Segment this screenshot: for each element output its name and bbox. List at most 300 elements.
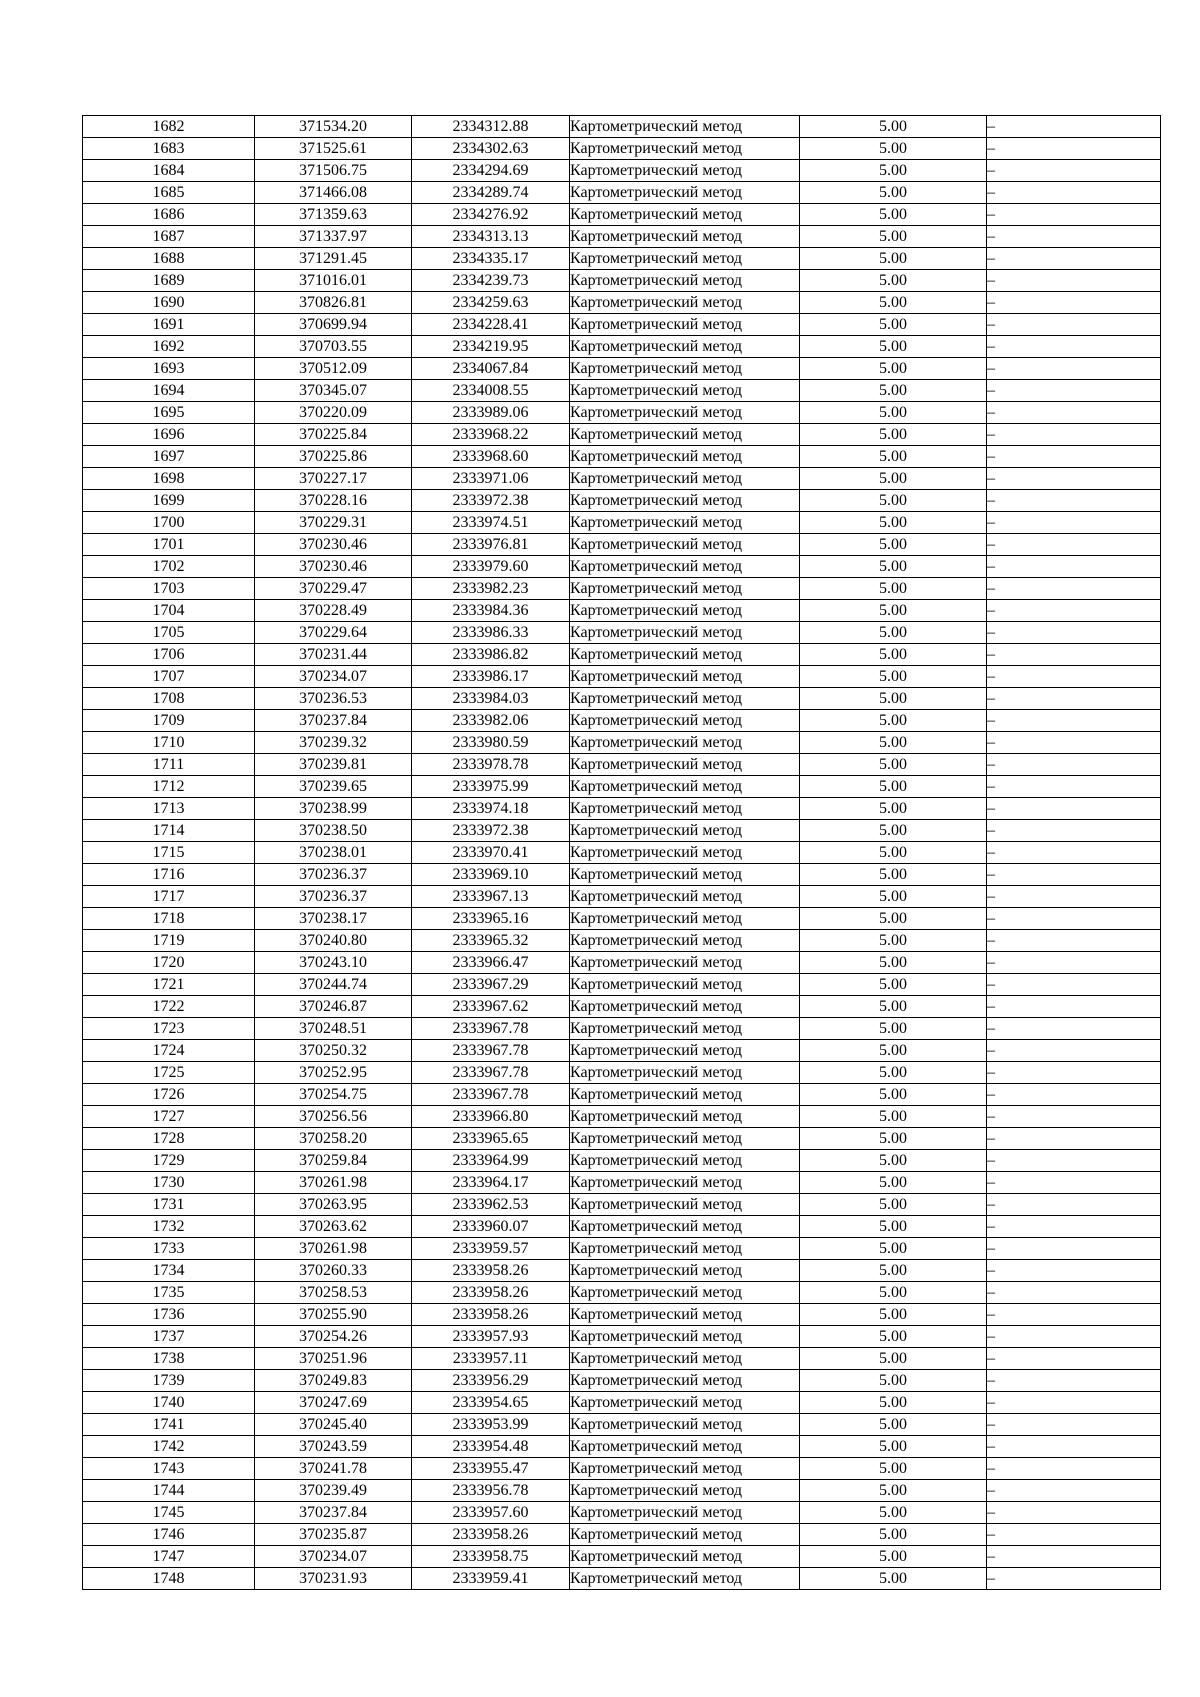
note-cell: – <box>987 1370 1161 1392</box>
y-coordinate-cell: 2333956.78 <box>412 1480 570 1502</box>
y-coordinate-cell: 2334239.73 <box>412 270 570 292</box>
table-row <box>83 336 1161 358</box>
y-coordinate-cell: 2334302.63 <box>412 138 570 160</box>
note-cell: – <box>987 1304 1161 1326</box>
method-cell: Картометрический метод <box>570 248 800 270</box>
y-coordinate-cell: 2333967.29 <box>412 974 570 996</box>
y-coordinate-cell: 2333964.99 <box>412 1150 570 1172</box>
accuracy-cell: 5.00 <box>800 688 987 710</box>
y-coordinate-cell: 2333959.41 <box>412 1568 570 1590</box>
note-cell: – <box>987 974 1161 996</box>
point-number-cell: 1699 <box>83 490 255 512</box>
y-coordinate-cell: 2333958.26 <box>412 1524 570 1546</box>
method-cell: Картометрический метод <box>570 182 800 204</box>
table-row <box>83 490 1161 512</box>
point-number-cell: 1730 <box>83 1172 255 1194</box>
accuracy-cell: 5.00 <box>800 996 987 1018</box>
point-number-cell: 1748 <box>83 1568 255 1590</box>
note-cell: – <box>987 1458 1161 1480</box>
method-cell: Картометрический метод <box>570 314 800 336</box>
note-cell: – <box>987 600 1161 622</box>
accuracy-cell: 5.00 <box>800 732 987 754</box>
point-number-cell: 1692 <box>83 336 255 358</box>
x-coordinate-cell: 370250.32 <box>255 1040 412 1062</box>
note-cell: – <box>987 116 1161 138</box>
point-number-cell: 1697 <box>83 446 255 468</box>
accuracy-cell: 5.00 <box>800 1018 987 1040</box>
x-coordinate-cell: 370238.01 <box>255 842 412 864</box>
y-coordinate-cell: 2334219.95 <box>412 336 570 358</box>
method-cell: Картометрический метод <box>570 864 800 886</box>
accuracy-cell: 5.00 <box>800 1194 987 1216</box>
note-cell: – <box>987 402 1161 424</box>
y-coordinate-cell: 2333954.48 <box>412 1436 570 1458</box>
note-cell: – <box>987 996 1161 1018</box>
note-cell: – <box>987 820 1161 842</box>
y-coordinate-cell: 2333982.23 <box>412 578 570 600</box>
table-row <box>83 644 1161 666</box>
table-row <box>83 886 1161 908</box>
table-row <box>83 974 1161 996</box>
note-cell: – <box>987 1348 1161 1370</box>
accuracy-cell: 5.00 <box>800 160 987 182</box>
note-cell: – <box>987 534 1161 556</box>
note-cell: – <box>987 1414 1161 1436</box>
y-coordinate-cell: 2333974.51 <box>412 512 570 534</box>
accuracy-cell: 5.00 <box>800 710 987 732</box>
x-coordinate-cell: 370239.81 <box>255 754 412 776</box>
y-coordinate-cell: 2333962.53 <box>412 1194 570 1216</box>
note-cell: – <box>987 776 1161 798</box>
method-cell: Картометрический метод <box>570 380 800 402</box>
accuracy-cell: 5.00 <box>800 1216 987 1238</box>
x-coordinate-cell: 370252.95 <box>255 1062 412 1084</box>
method-cell: Картометрический метод <box>570 732 800 754</box>
table-row <box>83 1524 1161 1546</box>
table-row <box>83 138 1161 160</box>
y-coordinate-cell: 2334312.88 <box>412 116 570 138</box>
accuracy-cell: 5.00 <box>800 1370 987 1392</box>
method-cell: Картометрический метод <box>570 226 800 248</box>
note-cell: – <box>987 424 1161 446</box>
note-cell: – <box>987 1106 1161 1128</box>
x-coordinate-cell: 370239.65 <box>255 776 412 798</box>
accuracy-cell: 5.00 <box>800 1150 987 1172</box>
accuracy-cell: 5.00 <box>800 314 987 336</box>
x-coordinate-cell: 370247.69 <box>255 1392 412 1414</box>
method-cell: Картометрический метод <box>570 402 800 424</box>
y-coordinate-cell: 2333970.41 <box>412 842 570 864</box>
note-cell: – <box>987 248 1161 270</box>
method-cell: Картометрический метод <box>570 1216 800 1238</box>
accuracy-cell: 5.00 <box>800 1458 987 1480</box>
accuracy-cell: 5.00 <box>800 1084 987 1106</box>
accuracy-cell: 5.00 <box>800 930 987 952</box>
table-row <box>83 1172 1161 1194</box>
method-cell: Картометрический метод <box>570 930 800 952</box>
point-number-cell: 1724 <box>83 1040 255 1062</box>
method-cell: Картометрический метод <box>570 1370 800 1392</box>
note-cell: – <box>987 930 1161 952</box>
table-row <box>83 1084 1161 1106</box>
table-row <box>83 380 1161 402</box>
note-cell: – <box>987 1172 1161 1194</box>
table-row <box>83 1458 1161 1480</box>
method-cell: Картометрический метод <box>570 1392 800 1414</box>
method-cell: Картометрический метод <box>570 1524 800 1546</box>
method-cell: Картометрический метод <box>570 688 800 710</box>
method-cell: Картометрический метод <box>570 842 800 864</box>
accuracy-cell: 5.00 <box>800 864 987 886</box>
note-cell: – <box>987 1194 1161 1216</box>
table-row <box>83 226 1161 248</box>
method-cell: Картометрический метод <box>570 270 800 292</box>
point-number-cell: 1704 <box>83 600 255 622</box>
method-cell: Картометрический метод <box>570 710 800 732</box>
x-coordinate-cell: 370258.20 <box>255 1128 412 1150</box>
x-coordinate-cell: 370255.90 <box>255 1304 412 1326</box>
y-coordinate-cell: 2334008.55 <box>412 380 570 402</box>
accuracy-cell: 5.00 <box>800 1502 987 1524</box>
y-coordinate-cell: 2334067.84 <box>412 358 570 380</box>
point-number-cell: 1728 <box>83 1128 255 1150</box>
method-cell: Картометрический метод <box>570 754 800 776</box>
table-row <box>83 446 1161 468</box>
accuracy-cell: 5.00 <box>800 358 987 380</box>
y-coordinate-cell: 2333960.07 <box>412 1216 570 1238</box>
x-coordinate-cell: 370234.07 <box>255 1546 412 1568</box>
x-coordinate-cell: 370261.98 <box>255 1238 412 1260</box>
accuracy-cell: 5.00 <box>800 1568 987 1590</box>
note-cell: – <box>987 1018 1161 1040</box>
method-cell: Картометрический метод <box>570 446 800 468</box>
y-coordinate-cell: 2333955.47 <box>412 1458 570 1480</box>
accuracy-cell: 5.00 <box>800 292 987 314</box>
y-coordinate-cell: 2334259.63 <box>412 292 570 314</box>
table-row <box>83 864 1161 886</box>
method-cell: Картометрический метод <box>570 138 800 160</box>
table-row <box>83 1282 1161 1304</box>
x-coordinate-cell: 370230.46 <box>255 534 412 556</box>
method-cell: Картометрический метод <box>570 1304 800 1326</box>
accuracy-cell: 5.00 <box>800 116 987 138</box>
method-cell: Картометрический метод <box>570 1194 800 1216</box>
table-row <box>83 798 1161 820</box>
y-coordinate-cell: 2333959.57 <box>412 1238 570 1260</box>
method-cell: Картометрический метод <box>570 952 800 974</box>
point-number-cell: 1713 <box>83 798 255 820</box>
accuracy-cell: 5.00 <box>800 952 987 974</box>
method-cell: Картометрический метод <box>570 578 800 600</box>
accuracy-cell: 5.00 <box>800 512 987 534</box>
y-coordinate-cell: 2334228.41 <box>412 314 570 336</box>
table-row <box>83 534 1161 556</box>
x-coordinate-cell: 370259.84 <box>255 1150 412 1172</box>
accuracy-cell: 5.00 <box>800 1392 987 1414</box>
y-coordinate-cell: 2333982.06 <box>412 710 570 732</box>
table-row <box>83 1260 1161 1282</box>
accuracy-cell: 5.00 <box>800 490 987 512</box>
table-row <box>83 160 1161 182</box>
y-coordinate-cell: 2334335.17 <box>412 248 570 270</box>
point-number-cell: 1708 <box>83 688 255 710</box>
point-number-cell: 1685 <box>83 182 255 204</box>
note-cell: – <box>987 1062 1161 1084</box>
point-number-cell: 1725 <box>83 1062 255 1084</box>
method-cell: Картометрический метод <box>570 1238 800 1260</box>
note-cell: – <box>987 1546 1161 1568</box>
point-number-cell: 1743 <box>83 1458 255 1480</box>
accuracy-cell: 5.00 <box>800 138 987 160</box>
point-number-cell: 1698 <box>83 468 255 490</box>
note-cell: – <box>987 292 1161 314</box>
table-row <box>83 622 1161 644</box>
x-coordinate-cell: 370238.99 <box>255 798 412 820</box>
point-number-cell: 1745 <box>83 1502 255 1524</box>
x-coordinate-cell: 370228.16 <box>255 490 412 512</box>
x-coordinate-cell: 371506.75 <box>255 160 412 182</box>
x-coordinate-cell: 370234.07 <box>255 666 412 688</box>
note-cell: – <box>987 1260 1161 1282</box>
accuracy-cell: 5.00 <box>800 1326 987 1348</box>
method-cell: Картометрический метод <box>570 886 800 908</box>
accuracy-cell: 5.00 <box>800 226 987 248</box>
x-coordinate-cell: 370235.87 <box>255 1524 412 1546</box>
y-coordinate-cell: 2333968.22 <box>412 424 570 446</box>
note-cell: – <box>987 1150 1161 1172</box>
note-cell: – <box>987 754 1161 776</box>
x-coordinate-cell: 370699.94 <box>255 314 412 336</box>
method-cell: Картометрический метод <box>570 292 800 314</box>
note-cell: – <box>987 578 1161 600</box>
point-number-cell: 1736 <box>83 1304 255 1326</box>
table-row <box>83 952 1161 974</box>
point-number-cell: 1701 <box>83 534 255 556</box>
accuracy-cell: 5.00 <box>800 1172 987 1194</box>
table-row <box>83 754 1161 776</box>
y-coordinate-cell: 2333984.03 <box>412 688 570 710</box>
method-cell: Картометрический метод <box>570 908 800 930</box>
table-row <box>83 908 1161 930</box>
table-row <box>83 820 1161 842</box>
accuracy-cell: 5.00 <box>800 1414 987 1436</box>
x-coordinate-cell: 370260.33 <box>255 1260 412 1282</box>
x-coordinate-cell: 370249.83 <box>255 1370 412 1392</box>
method-cell: Картометрический метод <box>570 1348 800 1370</box>
x-coordinate-cell: 370243.59 <box>255 1436 412 1458</box>
method-cell: Картометрический метод <box>570 996 800 1018</box>
accuracy-cell: 5.00 <box>800 622 987 644</box>
table-row <box>83 688 1161 710</box>
method-cell: Картометрический метод <box>570 1172 800 1194</box>
y-coordinate-cell: 2333980.59 <box>412 732 570 754</box>
table-row <box>83 578 1161 600</box>
y-coordinate-cell: 2333967.78 <box>412 1084 570 1106</box>
table-row <box>83 1370 1161 1392</box>
note-cell: – <box>987 1128 1161 1150</box>
x-coordinate-cell: 371525.61 <box>255 138 412 160</box>
y-coordinate-cell: 2333972.38 <box>412 820 570 842</box>
table-row <box>83 116 1161 138</box>
point-number-cell: 1693 <box>83 358 255 380</box>
note-cell: – <box>987 688 1161 710</box>
y-coordinate-cell: 2333967.13 <box>412 886 570 908</box>
point-number-cell: 1702 <box>83 556 255 578</box>
x-coordinate-cell: 370220.09 <box>255 402 412 424</box>
point-number-cell: 1690 <box>83 292 255 314</box>
y-coordinate-cell: 2333967.78 <box>412 1062 570 1084</box>
note-cell: – <box>987 1524 1161 1546</box>
table-row <box>83 776 1161 798</box>
point-number-cell: 1691 <box>83 314 255 336</box>
coordinates-table-body <box>83 116 1161 1590</box>
point-number-cell: 1731 <box>83 1194 255 1216</box>
method-cell: Картометрический метод <box>570 1150 800 1172</box>
y-coordinate-cell: 2333967.78 <box>412 1018 570 1040</box>
x-coordinate-cell: 370261.98 <box>255 1172 412 1194</box>
x-coordinate-cell: 370238.50 <box>255 820 412 842</box>
note-cell: – <box>987 512 1161 534</box>
point-number-cell: 1705 <box>83 622 255 644</box>
method-cell: Картометрический метод <box>570 116 800 138</box>
accuracy-cell: 5.00 <box>800 1436 987 1458</box>
x-coordinate-cell: 370239.32 <box>255 732 412 754</box>
x-coordinate-cell: 370236.37 <box>255 864 412 886</box>
note-cell: – <box>987 1436 1161 1458</box>
table-row <box>83 1150 1161 1172</box>
point-number-cell: 1717 <box>83 886 255 908</box>
table-row <box>83 1018 1161 1040</box>
point-number-cell: 1683 <box>83 138 255 160</box>
x-coordinate-cell: 370227.17 <box>255 468 412 490</box>
y-coordinate-cell: 2333967.62 <box>412 996 570 1018</box>
method-cell: Картометрический метод <box>570 1414 800 1436</box>
note-cell: – <box>987 644 1161 666</box>
accuracy-cell: 5.00 <box>800 336 987 358</box>
note-cell: – <box>987 270 1161 292</box>
table-row <box>83 1392 1161 1414</box>
accuracy-cell: 5.00 <box>800 776 987 798</box>
x-coordinate-cell: 370256.56 <box>255 1106 412 1128</box>
x-coordinate-cell: 370826.81 <box>255 292 412 314</box>
x-coordinate-cell: 370263.62 <box>255 1216 412 1238</box>
y-coordinate-cell: 2333975.99 <box>412 776 570 798</box>
x-coordinate-cell: 370246.87 <box>255 996 412 1018</box>
note-cell: – <box>987 226 1161 248</box>
table-row <box>83 996 1161 1018</box>
accuracy-cell: 5.00 <box>800 182 987 204</box>
method-cell: Картометрический метод <box>570 1480 800 1502</box>
note-cell: – <box>987 1480 1161 1502</box>
table-row <box>83 1216 1161 1238</box>
x-coordinate-cell: 370254.75 <box>255 1084 412 1106</box>
method-cell: Картометрический метод <box>570 776 800 798</box>
x-coordinate-cell: 370229.47 <box>255 578 412 600</box>
note-cell: – <box>987 1326 1161 1348</box>
y-coordinate-cell: 2333965.65 <box>412 1128 570 1150</box>
accuracy-cell: 5.00 <box>800 1546 987 1568</box>
x-coordinate-cell: 371337.97 <box>255 226 412 248</box>
point-number-cell: 1707 <box>83 666 255 688</box>
method-cell: Картометрический метод <box>570 666 800 688</box>
note-cell: – <box>987 886 1161 908</box>
point-number-cell: 1737 <box>83 1326 255 1348</box>
x-coordinate-cell: 370229.31 <box>255 512 412 534</box>
point-number-cell: 1747 <box>83 1546 255 1568</box>
method-cell: Картометрический метод <box>570 1128 800 1150</box>
x-coordinate-cell: 370258.53 <box>255 1282 412 1304</box>
table-row <box>83 1304 1161 1326</box>
y-coordinate-cell: 2334289.74 <box>412 182 570 204</box>
x-coordinate-cell: 370263.95 <box>255 1194 412 1216</box>
y-coordinate-cell: 2333978.78 <box>412 754 570 776</box>
note-cell: – <box>987 1568 1161 1590</box>
point-number-cell: 1735 <box>83 1282 255 1304</box>
y-coordinate-cell: 2333958.75 <box>412 1546 570 1568</box>
y-coordinate-cell: 2333969.10 <box>412 864 570 886</box>
accuracy-cell: 5.00 <box>800 204 987 226</box>
point-number-cell: 1689 <box>83 270 255 292</box>
table-row <box>83 1546 1161 1568</box>
x-coordinate-cell: 370243.10 <box>255 952 412 974</box>
point-number-cell: 1710 <box>83 732 255 754</box>
method-cell: Картометрический метод <box>570 534 800 556</box>
x-coordinate-cell: 370237.84 <box>255 710 412 732</box>
method-cell: Картометрический метод <box>570 1084 800 1106</box>
accuracy-cell: 5.00 <box>800 1304 987 1326</box>
method-cell: Картометрический метод <box>570 820 800 842</box>
x-coordinate-cell: 370239.49 <box>255 1480 412 1502</box>
y-coordinate-cell: 2333966.47 <box>412 952 570 974</box>
point-number-cell: 1718 <box>83 908 255 930</box>
table-row <box>83 358 1161 380</box>
point-number-cell: 1740 <box>83 1392 255 1414</box>
accuracy-cell: 5.00 <box>800 1238 987 1260</box>
y-coordinate-cell: 2334294.69 <box>412 160 570 182</box>
x-coordinate-cell: 370512.09 <box>255 358 412 380</box>
point-number-cell: 1733 <box>83 1238 255 1260</box>
table-row <box>83 402 1161 424</box>
x-coordinate-cell: 370236.53 <box>255 688 412 710</box>
table-row <box>83 292 1161 314</box>
table-row <box>83 710 1161 732</box>
method-cell: Картометрический метод <box>570 204 800 226</box>
note-cell: – <box>987 336 1161 358</box>
x-coordinate-cell: 370231.93 <box>255 1568 412 1590</box>
note-cell: – <box>987 1282 1161 1304</box>
point-number-cell: 1732 <box>83 1216 255 1238</box>
y-coordinate-cell: 2333986.17 <box>412 666 570 688</box>
accuracy-cell: 5.00 <box>800 974 987 996</box>
method-cell: Картометрический метод <box>570 1062 800 1084</box>
method-cell: Картометрический метод <box>570 1106 800 1128</box>
point-number-cell: 1711 <box>83 754 255 776</box>
note-cell: – <box>987 952 1161 974</box>
y-coordinate-cell: 2333964.17 <box>412 1172 570 1194</box>
note-cell: – <box>987 864 1161 886</box>
x-coordinate-cell: 371359.63 <box>255 204 412 226</box>
method-cell: Картометрический метод <box>570 556 800 578</box>
y-coordinate-cell: 2333984.36 <box>412 600 570 622</box>
table-row <box>83 248 1161 270</box>
accuracy-cell: 5.00 <box>800 886 987 908</box>
table-row <box>83 666 1161 688</box>
x-coordinate-cell: 370703.55 <box>255 336 412 358</box>
y-coordinate-cell: 2333965.32 <box>412 930 570 952</box>
y-coordinate-cell: 2333958.26 <box>412 1260 570 1282</box>
point-number-cell: 1714 <box>83 820 255 842</box>
table-row <box>83 1238 1161 1260</box>
